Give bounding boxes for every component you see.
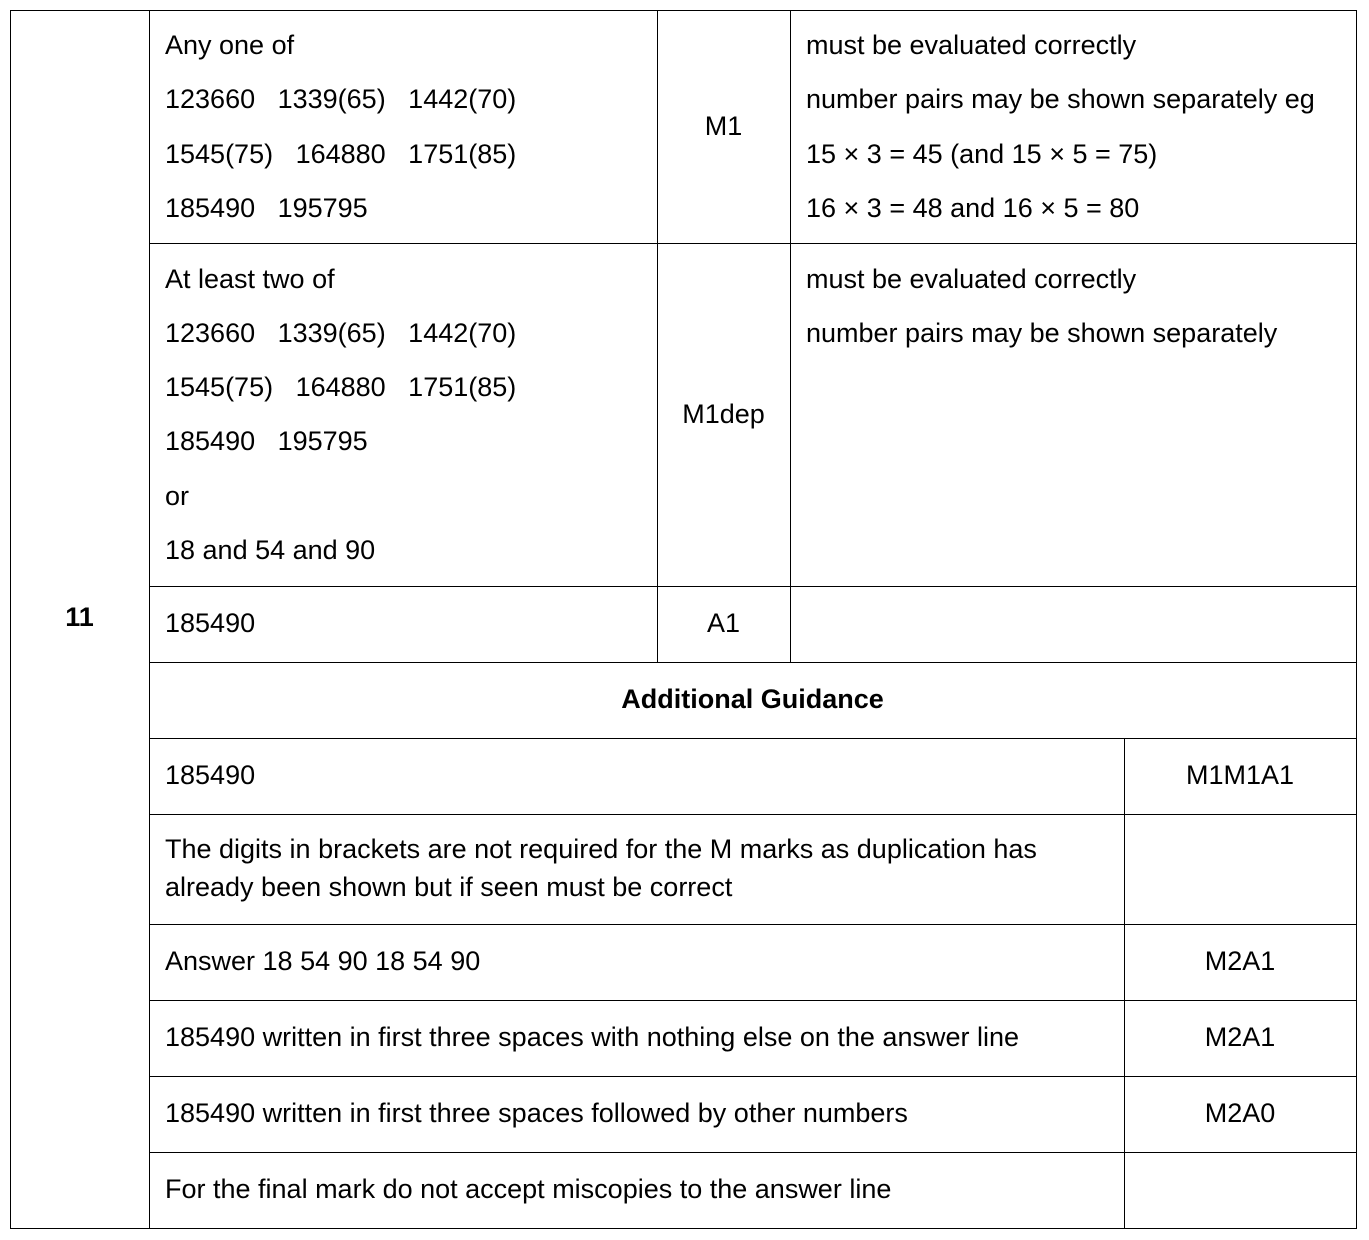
row1-answer-line-3: 1545(75) 164880 1751(85) bbox=[165, 139, 517, 169]
row2-comment-line-2: number pairs may be shown separately bbox=[806, 318, 1278, 348]
guidance-item-2-line-2: already been shown but if seen must be correct bbox=[165, 872, 733, 902]
row2-mark: M1dep bbox=[682, 399, 765, 429]
row2-comment-line-1: must be evaluated correctly bbox=[806, 264, 1137, 294]
row1-answer-line-2: 123660 1339(65) 1442(70) bbox=[165, 84, 517, 114]
rule-row1-bottom bbox=[149, 243, 1357, 244]
row2-answer-line-4: 185490 195795 bbox=[165, 426, 368, 456]
guidance-item-5-text: 185490 written in first three spaces followed by other numbers bbox=[165, 1098, 908, 1128]
row2-answer-line-2: 123660 1339(65) 1442(70) bbox=[165, 318, 517, 348]
guidance-item-3-text: Answer 18 54 90 18 54 90 bbox=[165, 946, 481, 976]
row2-answer-line-5: or bbox=[165, 481, 190, 511]
rule-guidance-2-bottom bbox=[149, 924, 1357, 925]
rule-guidance-title-bottom bbox=[149, 738, 1357, 739]
rule-top bbox=[10, 10, 1357, 11]
row1-comment-line-3: 15 × 3 = 45 (and 15 × 5 = 75) bbox=[806, 139, 1158, 169]
rule-row2-bottom bbox=[149, 586, 1357, 587]
guidance-item-3-mark: M2A1 bbox=[1204, 946, 1276, 976]
guidance-item-1-mark: M1M1A1 bbox=[1185, 760, 1295, 790]
guidance-item-2-line-1: The digits in brackets are not required for the M marks as duplication has bbox=[165, 834, 1037, 864]
row1-answer-line-4: 185490 195795 bbox=[165, 193, 368, 223]
rule-guidance-5-bottom bbox=[149, 1152, 1357, 1153]
rule-question-col bbox=[149, 10, 150, 1229]
guidance-item-4-mark: M2A1 bbox=[1204, 1022, 1276, 1052]
guidance-item-4-text: 185490 written in first three spaces with nothing else on the answer line bbox=[165, 1022, 1019, 1052]
row2-answer-line-6: 18 and 54 and 90 bbox=[165, 535, 376, 565]
guidance-item-5-mark: M2A0 bbox=[1204, 1098, 1276, 1128]
rule-guidance-mark-col bbox=[1124, 738, 1125, 1229]
row2-answer-line-3: 1545(75) 164880 1751(85) bbox=[165, 372, 517, 402]
question-number: 11 bbox=[65, 602, 94, 632]
rule-right bbox=[1356, 10, 1357, 1229]
row2-answer-line-1: At least two of bbox=[165, 264, 335, 294]
rule-bottom bbox=[10, 1228, 1357, 1229]
row1-comment-line-1: must be evaluated correctly bbox=[806, 30, 1137, 60]
row1-comment-line-2: number pairs may be shown separately eg bbox=[806, 84, 1315, 114]
rule-guidance-4-bottom bbox=[149, 1076, 1357, 1077]
guidance-item-1-text: 185490 bbox=[165, 760, 256, 790]
rule-mark-col-right bbox=[790, 10, 791, 663]
rule-guidance-1-bottom bbox=[149, 814, 1357, 815]
row1-mark: M1 bbox=[704, 111, 743, 141]
row1-comment-line-4: 16 × 3 = 48 and 16 × 5 = 80 bbox=[806, 193, 1140, 223]
row3-mark: A1 bbox=[706, 608, 741, 638]
rule-row3-bottom bbox=[149, 662, 1357, 663]
guidance-item-6-text: For the final mark do not accept miscopies to the answer line bbox=[165, 1174, 892, 1204]
rule-guidance-3-bottom bbox=[149, 1000, 1357, 1001]
rule-mark-col-left bbox=[657, 10, 658, 663]
row3-answer: 185490 bbox=[165, 608, 256, 638]
row1-answer-line-1: Any one of bbox=[165, 30, 295, 60]
guidance-title: Additional Guidance bbox=[621, 684, 884, 714]
